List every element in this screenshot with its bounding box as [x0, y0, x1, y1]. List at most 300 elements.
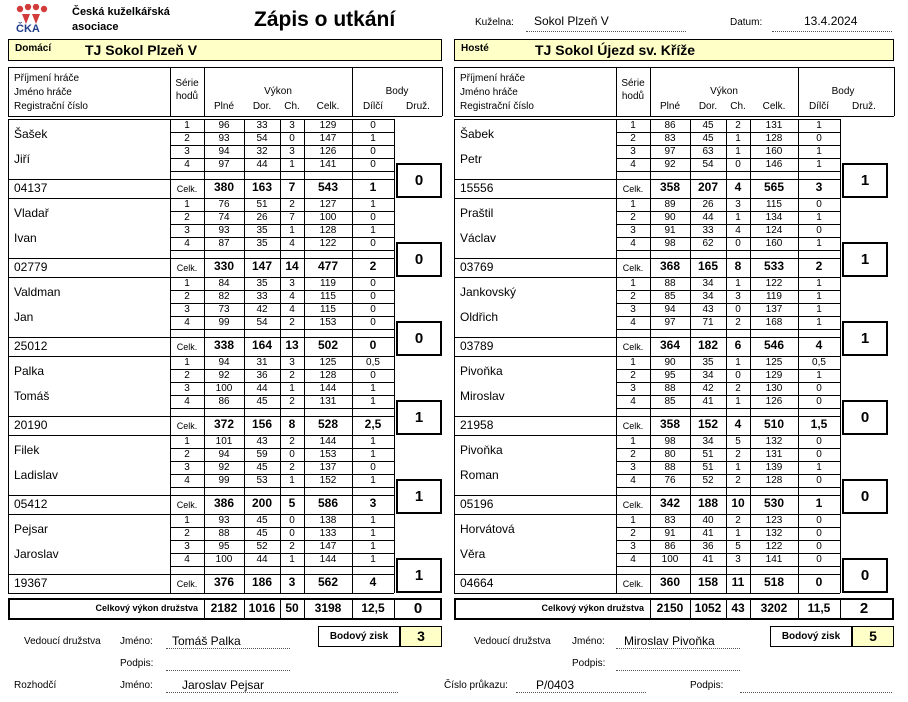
player-reg: 03769 [460, 260, 494, 274]
series-cell: 1 [735, 528, 741, 539]
player-surname: Pivoňka [460, 443, 503, 457]
series-cell: 35 [256, 238, 268, 249]
series-cell: 99 [218, 317, 230, 328]
header-druz: Druž. [852, 101, 876, 112]
v-rule [394, 435, 395, 514]
series-cell: 115 [766, 199, 782, 210]
v-rule [394, 119, 395, 198]
player-total: 338 [213, 338, 235, 352]
player-total: 502 [317, 338, 339, 352]
series-cell: 53 [256, 475, 268, 486]
player-total: 2 [369, 259, 377, 273]
total-label: Celk. [622, 184, 644, 194]
player-total: 5 [288, 496, 296, 510]
v-rule [454, 277, 455, 356]
player-total: 2,5 [364, 417, 382, 431]
kuzelna-label: Kuželna: [475, 17, 514, 28]
series-cell: 94 [218, 357, 230, 368]
series-cell: 1 [735, 146, 741, 157]
series-cell: 44 [256, 159, 268, 170]
series-cell: 34 [702, 436, 714, 447]
series-cell: 90 [664, 357, 676, 368]
player-reg: 04137 [14, 181, 48, 195]
home-sign-label: Podpis: [120, 658, 154, 669]
series-cell: 3 [630, 383, 636, 394]
series-cell: 1 [816, 278, 822, 289]
series-cell: 1 [630, 120, 636, 131]
series-cell: 94 [218, 146, 230, 157]
total-label: Celk. [176, 579, 198, 589]
series-cell: 2 [184, 370, 190, 381]
summary-value: 3198 [314, 601, 342, 615]
player-total: 200 [251, 496, 273, 510]
series-cell: 85 [664, 396, 676, 407]
org-name-line1: Česká kuželkářská [72, 6, 170, 18]
series-cell: 0,5 [812, 357, 826, 368]
series-cell: 1 [184, 120, 190, 131]
series-cell: 3 [289, 278, 295, 289]
series-cell: 122 [319, 238, 337, 249]
summary-label: Celkový výkon družstva [95, 603, 198, 613]
series-cell: 2 [289, 436, 295, 447]
series-cell: 33 [256, 291, 268, 302]
series-cell: 1 [816, 146, 822, 157]
series-cell: 122 [765, 541, 783, 552]
home-leader-label: Vedoucí družstva [24, 636, 101, 647]
team-points: 0 [842, 558, 888, 593]
player-total: 358 [659, 417, 681, 431]
player-reg: 21958 [460, 418, 494, 432]
series-cell: 1 [735, 462, 741, 473]
series-cell: 1 [735, 133, 741, 144]
series-cell: 3 [184, 383, 190, 394]
series-cell: 1 [370, 528, 376, 539]
series-cell: 54 [702, 159, 714, 170]
series-cell: 97 [218, 159, 230, 170]
series-cell: 3 [184, 541, 190, 552]
series-cell: 4 [184, 396, 190, 407]
series-cell: 36 [702, 541, 714, 552]
series-cell: 40 [702, 515, 714, 526]
series-cell: 97 [664, 146, 676, 157]
series-cell: 1 [370, 436, 376, 447]
series-cell: 144 [319, 554, 337, 565]
series-cell: 99 [218, 475, 230, 486]
header-dilci: Dílčí [809, 101, 829, 112]
player-total: 14 [285, 259, 299, 273]
series-cell: 130 [765, 383, 783, 394]
summary-value: 11,5 [807, 601, 831, 615]
series-cell: 63 [702, 146, 714, 157]
series-cell: 42 [702, 383, 714, 394]
series-cell: 62 [702, 238, 714, 249]
total-label: Celk. [622, 342, 644, 352]
series-cell: 2 [184, 133, 190, 144]
player-total: 10 [731, 496, 745, 510]
series-cell: 115 [320, 291, 336, 302]
series-cell: 4 [184, 159, 190, 170]
v-rule [442, 67, 443, 116]
total-label: Celk. [176, 263, 198, 273]
page-title: Zápis o utkání [254, 8, 396, 31]
series-cell: 41 [702, 396, 714, 407]
series-cell: 1 [184, 436, 190, 447]
series-cell: 0 [735, 304, 741, 315]
v-rule [840, 514, 841, 593]
series-cell: 2 [630, 133, 636, 144]
kuzelna-value: Sokol Plzeň V [534, 14, 609, 28]
series-cell: 1 [816, 159, 822, 170]
summary-value: 3202 [760, 601, 788, 615]
player-surname: Šašek [14, 127, 48, 141]
summary-value: 2150 [656, 601, 684, 615]
series-cell: 100 [319, 212, 337, 223]
v-rule [8, 435, 9, 514]
player-surname: Pejsar [14, 522, 49, 536]
series-cell: 1 [735, 212, 741, 223]
series-cell: 129 [319, 120, 337, 131]
player-reg: 02779 [14, 260, 48, 274]
datum-label: Datum: [730, 17, 763, 28]
player-total: 164 [251, 338, 273, 352]
series-cell: 3 [630, 146, 636, 157]
series-cell: 0 [735, 238, 741, 249]
guest-team-bar [454, 39, 894, 61]
series-cell: 138 [319, 515, 337, 526]
player-total: 152 [697, 417, 719, 431]
guest-leader-name: Miroslav Pivoňka [624, 634, 715, 648]
player-firstname: Jan [14, 310, 34, 324]
series-cell: 4 [735, 225, 741, 236]
series-cell: 1 [816, 462, 822, 473]
series-cell: 0 [816, 554, 822, 565]
player-reg: 04664 [460, 576, 494, 590]
series-cell: 82 [218, 291, 230, 302]
summary-team-points: 2 [859, 600, 869, 617]
series-cell: 137 [319, 462, 337, 473]
header-jmeno: Jméno hráče [460, 87, 518, 98]
series-cell: 128 [765, 133, 783, 144]
series-cell: 132 [765, 436, 783, 447]
player-firstname: Tomáš [14, 389, 50, 403]
player-firstname: Jaroslav [14, 547, 59, 561]
series-cell: 4 [184, 554, 190, 565]
series-cell: 0 [370, 370, 376, 381]
v-rule [8, 514, 9, 593]
v-rule [8, 119, 9, 198]
player-reg: 05196 [460, 497, 494, 511]
series-cell: 0 [289, 449, 295, 460]
header-serie: Série [621, 78, 645, 89]
series-cell: 137 [765, 304, 783, 315]
series-cell: 119 [766, 291, 782, 302]
header-ch: Ch. [284, 101, 300, 112]
series-cell: 4 [184, 238, 190, 249]
series-cell: 0 [370, 278, 376, 289]
summary-value: 1016 [248, 601, 276, 615]
h-rule [454, 67, 894, 68]
header-druz: Druž. [406, 101, 430, 112]
series-cell: 1 [630, 357, 636, 368]
series-cell: 0 [816, 449, 822, 460]
header-prijmeni: Příjmení hráče [14, 73, 80, 84]
guest-team-name: TJ Sokol Újezd sv. Kříže [535, 42, 696, 58]
series-cell: 76 [218, 199, 230, 210]
series-cell: 4 [289, 238, 295, 249]
series-cell: 3 [630, 225, 636, 236]
series-cell: 26 [256, 212, 268, 223]
series-cell: 92 [218, 462, 230, 473]
series-cell: 3 [184, 146, 190, 157]
series-cell: 128 [319, 225, 337, 236]
player-total: 565 [763, 180, 785, 194]
series-cell: 3 [630, 462, 636, 473]
player-total: 8 [734, 259, 742, 273]
v-rule [454, 67, 455, 116]
v-rule [894, 67, 895, 116]
series-cell: 34 [702, 278, 714, 289]
player-surname: Praštil [460, 206, 494, 220]
series-cell: 98 [664, 238, 676, 249]
player-total: 510 [763, 417, 785, 431]
team-points: 0 [842, 479, 888, 514]
series-cell: 153 [319, 317, 337, 328]
series-cell: 0 [816, 225, 822, 236]
series-cell: 2 [184, 449, 190, 460]
h-rule [8, 593, 394, 594]
series-cell: 98 [664, 436, 676, 447]
series-cell: 52 [256, 541, 268, 552]
series-cell: 41 [702, 554, 714, 565]
series-cell: 1 [184, 278, 190, 289]
player-total: 6 [734, 338, 742, 352]
player-total: 4 [815, 338, 823, 352]
series-cell: 1 [370, 475, 376, 486]
series-cell: 93 [218, 225, 230, 236]
series-cell: 100 [215, 383, 233, 394]
series-cell: 44 [256, 554, 268, 565]
v-rule [840, 277, 841, 356]
series-cell: 2 [289, 396, 295, 407]
series-cell: 94 [664, 304, 676, 315]
header-dilci: Dílčí [363, 101, 383, 112]
team-points: 1 [842, 321, 888, 356]
series-cell: 73 [218, 304, 230, 315]
summary-label: Celkový výkon družstva [541, 603, 644, 613]
player-total: 165 [697, 259, 719, 273]
guest-leader-name-label: Jméno: [572, 636, 605, 647]
player-total: 386 [213, 496, 235, 510]
player-surname: Vladař [14, 206, 49, 220]
series-cell: 101 [215, 436, 233, 447]
header-body: Body [831, 86, 855, 97]
home-bodovy-value: 3 [400, 626, 442, 647]
team-points: 1 [396, 558, 442, 593]
player-total: 1 [815, 496, 823, 510]
player-firstname: Miroslav [460, 389, 505, 403]
series-cell: 83 [664, 515, 676, 526]
header-celk: Celk. [316, 101, 340, 112]
datum-value: 13.4.2024 [804, 14, 858, 28]
series-cell: 160 [765, 238, 783, 249]
series-cell: 42 [256, 304, 268, 315]
series-cell: 160 [765, 146, 783, 157]
player-total: 376 [213, 575, 235, 589]
home-label: Domácí [15, 43, 52, 54]
header-vykon: Výkon [264, 86, 292, 97]
series-cell: 4 [630, 238, 636, 249]
total-label: Celk. [622, 500, 644, 510]
player-total: 364 [659, 338, 681, 352]
series-cell: 2 [735, 515, 741, 526]
series-cell: 45 [256, 396, 268, 407]
series-cell: 126 [319, 146, 337, 157]
series-cell: 43 [702, 304, 714, 315]
player-firstname: Petr [460, 152, 483, 166]
guest-bodovy-label: Bodový zisk [770, 626, 852, 647]
referee-name: Jaroslav Pejsar [182, 678, 265, 692]
series-cell: 0 [816, 541, 822, 552]
team-points: 1 [842, 163, 888, 198]
v-rule [840, 119, 841, 198]
series-cell: 35 [256, 225, 268, 236]
series-cell: 2 [630, 449, 636, 460]
series-cell: 0 [370, 238, 376, 249]
series-cell: 1 [816, 291, 822, 302]
v-rule [454, 356, 455, 435]
series-cell: 134 [765, 212, 783, 223]
player-firstname: Jiří [14, 152, 30, 166]
series-cell: 86 [664, 541, 676, 552]
series-cell: 92 [664, 159, 676, 170]
series-cell: 0 [816, 515, 822, 526]
series-cell: 36 [256, 370, 268, 381]
series-cell: 4 [630, 396, 636, 407]
series-cell: 2 [735, 475, 741, 486]
team-points: 0 [396, 242, 442, 277]
player-total: 186 [251, 575, 273, 589]
player-surname: Filek [14, 443, 40, 457]
series-cell: 44 [702, 212, 714, 223]
series-cell: 7 [289, 212, 295, 223]
series-cell: 3 [630, 541, 636, 552]
series-cell: 1 [370, 541, 376, 552]
series-cell: 1 [816, 317, 822, 328]
series-cell: 146 [765, 159, 783, 170]
summary-value: 12,5 [361, 601, 385, 615]
series-cell: 1 [630, 515, 636, 526]
player-reg: 25012 [14, 339, 48, 353]
player-total: 562 [317, 575, 339, 589]
player-reg: 20190 [14, 418, 48, 432]
series-cell: 45 [256, 528, 268, 539]
player-reg: 05412 [14, 497, 48, 511]
h-rule [454, 116, 894, 117]
cka-logo [14, 4, 54, 38]
series-cell: 0 [816, 383, 822, 394]
series-cell: 1 [630, 199, 636, 210]
h-rule [8, 116, 442, 117]
series-cell: 0 [370, 146, 376, 157]
series-cell: 1 [289, 383, 295, 394]
v-rule [394, 514, 395, 593]
series-cell: 76 [664, 475, 676, 486]
v-rule [8, 67, 9, 116]
h-rule [454, 593, 840, 594]
player-reg: 03789 [460, 339, 494, 353]
player-total: 8 [288, 417, 296, 431]
header-vykon: Výkon [710, 86, 738, 97]
series-cell: 31 [256, 357, 268, 368]
series-cell: 54 [256, 317, 268, 328]
series-cell: 51 [702, 449, 714, 460]
series-cell: 131 [765, 449, 783, 460]
header-celk: Celk. [762, 101, 786, 112]
series-cell: 3 [184, 225, 190, 236]
header-hodu: hodů [175, 91, 199, 102]
player-surname: Jankovský [460, 285, 517, 299]
series-cell: 3 [735, 291, 741, 302]
total-label: Celk. [176, 184, 198, 194]
v-rule [454, 198, 455, 277]
player-total: 3 [288, 575, 296, 589]
home-team-bar [8, 39, 442, 61]
header-reg: Registrační číslo [14, 101, 88, 112]
v-rule [454, 119, 455, 198]
referee-name-label: Jméno: [120, 680, 153, 691]
series-cell: 0 [816, 133, 822, 144]
header-dor: Dor. [698, 101, 718, 112]
series-cell: 89 [664, 199, 676, 210]
series-cell: 45 [702, 133, 714, 144]
series-cell: 100 [215, 554, 233, 565]
series-cell: 1 [184, 357, 190, 368]
summary-value: 43 [731, 601, 745, 615]
player-total: 360 [659, 575, 681, 589]
series-cell: 0 [289, 528, 295, 539]
header-ch: Ch. [730, 101, 746, 112]
series-cell: 0 [816, 199, 822, 210]
player-total: 477 [317, 259, 339, 273]
series-cell: 0 [735, 370, 741, 381]
series-cell: 0 [370, 462, 376, 473]
series-cell: 168 [765, 317, 783, 328]
team-points: 0 [396, 321, 442, 356]
series-cell: 3 [184, 462, 190, 473]
guest-sign-label: Podpis: [572, 658, 606, 669]
series-cell: 2 [735, 383, 741, 394]
series-cell: 133 [319, 528, 337, 539]
player-reg: 15556 [460, 181, 494, 195]
total-label: Celk. [176, 342, 198, 352]
v-rule [8, 198, 9, 277]
header-hodu: hodů [621, 91, 645, 102]
series-cell: 88 [664, 278, 676, 289]
series-cell: 4 [289, 291, 295, 302]
series-cell: 1 [735, 396, 741, 407]
v-rule [840, 435, 841, 514]
series-cell: 0,5 [366, 357, 380, 368]
guest-leader-label: Vedoucí družstva [474, 636, 551, 647]
total-label: Celk. [176, 421, 198, 431]
player-total: 1,5 [810, 417, 828, 431]
series-cell: 128 [765, 475, 783, 486]
org-name-line2: asociace [72, 21, 119, 33]
player-total: 4 [369, 575, 377, 589]
player-total: 13 [285, 338, 299, 352]
summary-value: 50 [285, 601, 299, 615]
series-cell: 139 [765, 462, 783, 473]
